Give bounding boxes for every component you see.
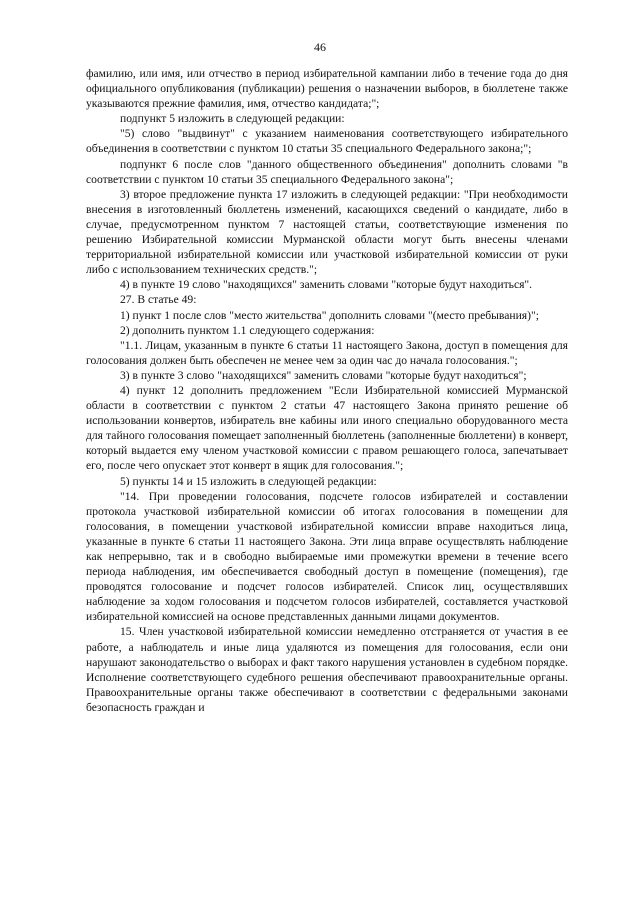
article-heading: 27. В статье 49: <box>120 293 197 307</box>
paragraph: 3) в пункте 3 слово "находящихся" заменить словами "которые будут находиться"; <box>120 368 527 382</box>
paragraph: 5) пункты 14 и 15 изложить в следующей редакции: <box>120 474 377 488</box>
paragraph: подпункт 5 изложить в следующей редакции: <box>120 112 345 126</box>
paragraph: 3) второе предложение пункта 17 изложить в следующей редакции: "При необходимости внесения в изготовленный бюллетень изменений, касающихся сведений о кандидате, либо в случае, предусмотренном пунктом 7 настоящей статьи, соответствующие изменения по решению Избирательной комиссии Мурманской области могут быть внесены членами территориальной избирательной комиссии или участковой избирательной комиссии от руки либо с использованием технических средств."; <box>86 187 568 277</box>
paragraph: 2) дополнить пунктом 1.1 следующего содержания: <box>120 323 375 337</box>
paragraph-continuation: фамилию, или имя, или отчество в период избирательной кампании либо в течение года до дня официального опубликования (публикации) решения о назначении выборов, в бюллетене также указываются прежние фамилия, имя, отчество кандидата;"; <box>86 67 568 111</box>
document-body <box>86 66 568 715</box>
paragraph: подпункт 6 после слов "данного общественного объединения" дополнить словами "в соответствии с пунктом 10 статьи 35 специального Федерального закона"; <box>86 157 568 186</box>
paragraph: "5) слово "выдвинут" с указанием наименования соответствующего избирательного объединения в соответствии с пунктом 10 статьи 35 специального Федерального закона;"; <box>86 127 568 156</box>
paragraph: 15. Член участковой избирательной комиссии немедленно отстраняется от участия в ее работе, а наблюдатель и иные лица удаляются из помещения для голосования, если они нарушают законодательство о выборах и факт такого нарушения установлен в судебном порядке. Исполнение соответствующего судебного решения обеспечивают правоохранительные органы. Правоохранительные органы также обеспечивают в соответствии с федеральными законами безопасность граждан и <box>86 625 568 714</box>
page-number: 46 <box>314 40 326 54</box>
paragraph: "14. При проведении голосования, подсчете голосов избирателей и составлении протокола участковой избирательной комиссии об итогах голосования в помещении для голосования, в помещении участковой избирательной комиссии вправе находиться лица, указанные в пункте 6 статьи 11 настоящего Закона. Эти лица вправе осуществлять наблюдение как непрерывно, так и в свободно выбираемые ими промежутки времени в течение всего периода наблюдения, им обеспечивается свободный доступ в помещение (помещения), где проводятся голосование и подсчет голосов избирателей. Список лиц, осуществлявших наблюдение за ходом голосования и подсчетом голосов избирателей, составляется участковой избирательной комиссией на основе представленных данными лицами документов. <box>86 489 568 624</box>
paragraph: 4) пункт 12 дополнить предложением "Если Избирательной комиссией Мурманской области в соответствии с пунктом 2 статьи 47 настоящего Закона принято решение об использовании конвертов, избиратель вне кабины или иного специально оборудованного места для тайного голосования помещает заполненный бюллетень (заполненные бюллетени) в конверт, который выдается ему членом участковой комиссии с правом решающего голоса, запечатывает его, после чего опускает этот конверт в ящик для голосования."; <box>86 383 568 473</box>
paragraph: 1) пункт 1 после слов "место жительства" дополнить словами "(место пребывания)"; <box>120 308 539 322</box>
paragraph: "1.1. Лицам, указанным в пункте 6 статьи 11 настоящего Закона, доступ в помещения для голосования должен быть обеспечен не менее чем за один час до начала голосования."; <box>86 338 568 367</box>
paragraph: 4) в пункте 19 слово "находящихся" заменить словами "которые будут находиться". <box>120 278 533 292</box>
